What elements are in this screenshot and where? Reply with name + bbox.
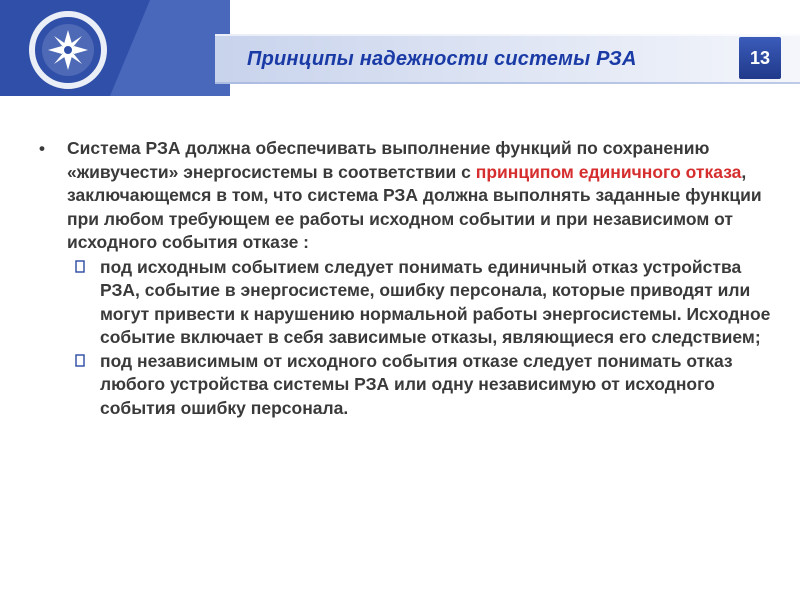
slide-content bbox=[36, 137, 776, 420]
highlighted-term: принципом единичного отказа bbox=[475, 161, 742, 182]
sub-bullet-list bbox=[36, 256, 776, 421]
slide-header bbox=[0, 0, 800, 112]
sun-logo-icon bbox=[10, 0, 120, 100]
hollow-square-bullet-icon bbox=[75, 354, 85, 367]
main-text-end: , заключающемся в том, что система РЗА должна выполнять заданные функции при любом требующем ее работы исходном событии и при независимом от исходного события отказе : bbox=[67, 161, 762, 252]
main-bullet-point bbox=[36, 137, 776, 255]
bullet-dot: • bbox=[39, 139, 45, 158]
sub-bullet-point bbox=[67, 256, 776, 350]
main-text-start: Система РЗА должна обеспечивать выполнение функций по сохранению «живучести» энергосистемы в соответствии с bbox=[67, 138, 710, 182]
sub-bullet-text: под исходным событием следует понимать единичный отказ устройства РЗА, событие в энергосистеме, ошибку персонала, которые приводят или могут привести к нарушению нормальной работы энергосистемы. Исходное событие включает в себя зависимые отказы, являющиеся его следствием; bbox=[100, 256, 771, 347]
hollow-square-bullet-icon bbox=[75, 260, 85, 273]
title-bar bbox=[215, 36, 790, 82]
slide-title: Принципы надежности системы РЗА bbox=[247, 47, 637, 70]
sub-bullet-point bbox=[67, 350, 776, 421]
sub-bullet-text: под независимым от исходного события отказе следует понимать отказ любого устройства системы РЗА или одну независимую от исходного события ошибку персонала. bbox=[100, 350, 733, 418]
page-number-badge: 13 bbox=[749, 47, 771, 68]
